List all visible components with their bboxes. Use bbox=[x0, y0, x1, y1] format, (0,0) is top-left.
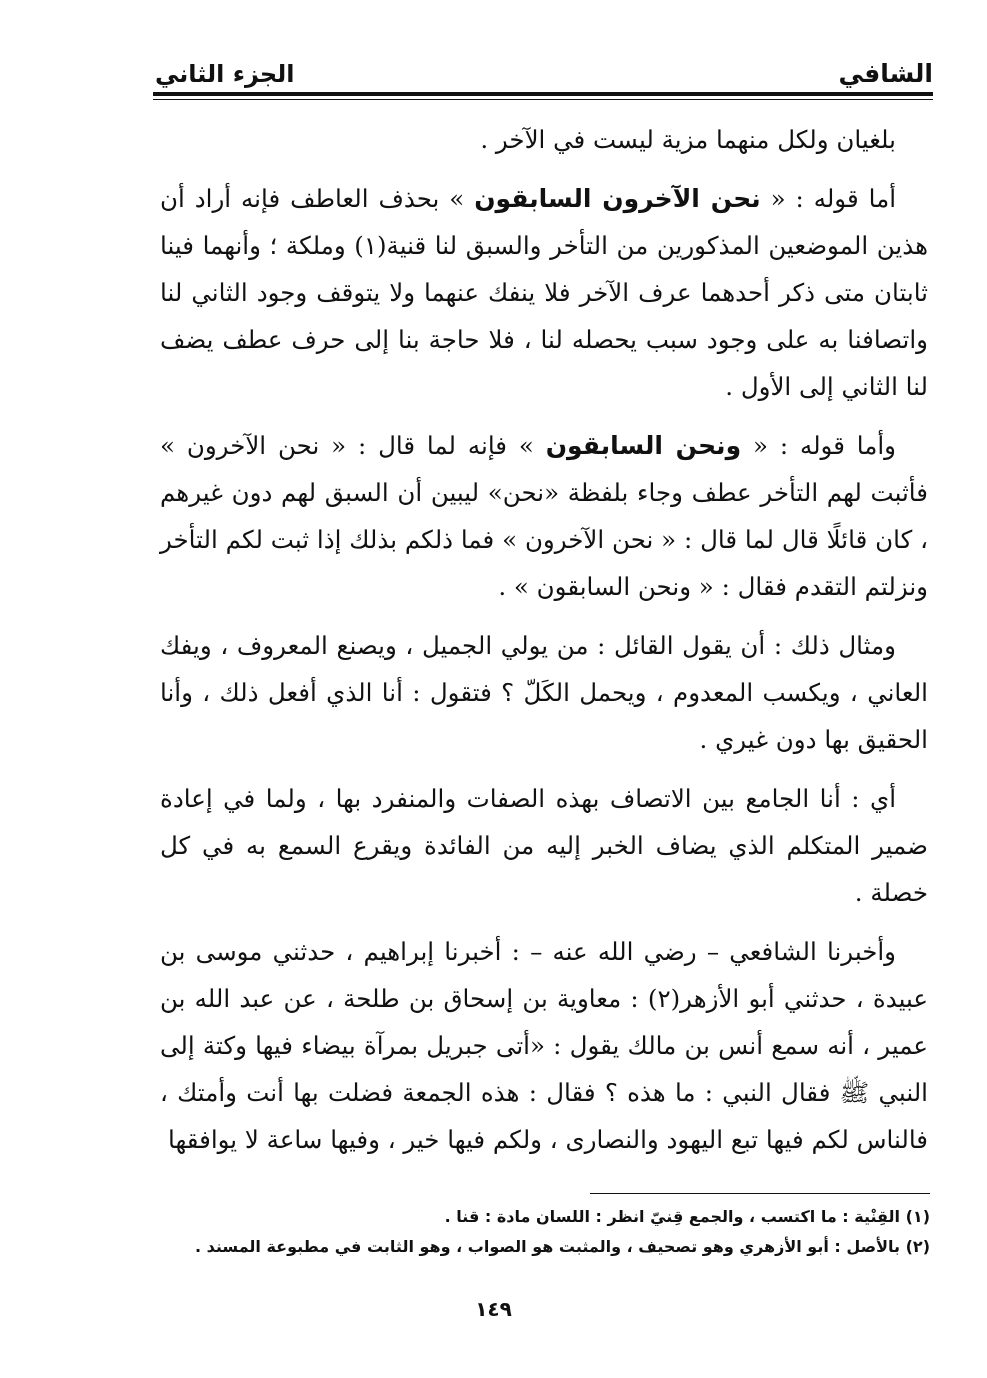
paragraph-1: بلغيان ولكل منهما مزية ليست في الآخر . bbox=[480, 125, 896, 154]
page-number: ١٤٩ bbox=[475, 1297, 512, 1321]
header-rule-thick bbox=[153, 92, 933, 96]
footnotes bbox=[160, 1202, 930, 1262]
paragraph-3-rest: » فإنه لما قال : « نحن الآخرون » فأثبت لهم التأخر عطف وجاء بلفظة «نحن» ليبين أن السبق لهم دون غيرهم ، كان قائلًا قال لما قال : « نحن الآخرون » فما ذلكم بذلك إذا ثبت لكم التأخر ونزلتم التقدم فقال : « ونحن السابقون » . bbox=[160, 431, 928, 601]
book-title: الشافي bbox=[838, 59, 933, 88]
paragraph-3 bbox=[160, 422, 928, 610]
paragraph-5: أي : أنا الجامع بين الاتصاف بهذه الصفات والمنفرد بها ، ولما في إعادة ضمير المتكلم الذي يضاف الخبر إليه من الفائدة ويقرع السمع به في كل خصلة . bbox=[160, 784, 928, 907]
main-text bbox=[160, 116, 928, 1175]
paragraph-2 bbox=[160, 175, 928, 410]
paragraph-4: ومثال ذلك : أن يقول القائل : من يولي الجميل ، ويصنع المعروف ، ويفك العاني ، ويكسب المعدوم ، ويحمل الكَلّ ؟ فتقول : أنا الذي أفعل ذلك ، وأنا الحقيق بها دون غيري . bbox=[160, 631, 928, 754]
paragraph-3-quote: ونحن السابقون bbox=[545, 431, 742, 460]
paragraph-3-lead: وأما قوله : « bbox=[741, 431, 897, 460]
paragraph-2-lead: أما قوله : « bbox=[760, 184, 896, 213]
footnote-rule bbox=[590, 1193, 930, 1194]
header-rule-thin bbox=[153, 99, 933, 100]
paragraph-2-rest: » بحذف العاطف فإنه أراد أن هذين الموضعين المذكورين من التأخر والسبق لنا قنية(١) وملكة ؛ وأنهما فينا ثابتان متى ذكر أحدهما عرف الآخر فلا ينفك عنهما ولا يتوقف وجود الثاني لنا واتصافنا به على وجود سبب يحصله لنا ، فلا حاجة بنا إلى حرف عطف يضف لنا الثاني إلى الأول . bbox=[160, 184, 928, 401]
running-header bbox=[155, 40, 933, 88]
paragraph-2-quote: نحن الآخرون السابقون bbox=[474, 184, 761, 213]
footnote-2: (٢) بالأصل : أبو الأزهري وهو تصحيف ، والمثبت هو الصواب ، وهو الثابت في مطبوعة المسند . bbox=[194, 1237, 930, 1256]
part-label: الجزء الثاني bbox=[155, 60, 295, 88]
paragraph-6: وأخبرنا الشافعي – رضي الله عنه – : أخبرنا إبراهيم ، حدثني موسى بن عبيدة ، حدثني أبو الأزهر(٢) : معاوية بن إسحاق بن طلحة ، عن عبد الله بن عمير ، أنه سمع أنس بن مالك يقول : «أتى جبريل بمرآة بيضاء فيها وكتة إلى النبي ﷺ فقال النبي : ما هذه ؟ فقال : هذه الجمعة فضلت بها أنت وأمتك ، فالناس لكم فيها تبع اليهود والنصارى ، ولكم فيها خير ، وفيها ساعة لا يوافقها bbox=[160, 937, 928, 1154]
footnote-1: (١) القِنْية : ما اكتسب ، والجمع قِنيّ انظر : اللسان مادة : قنا . bbox=[444, 1207, 930, 1226]
